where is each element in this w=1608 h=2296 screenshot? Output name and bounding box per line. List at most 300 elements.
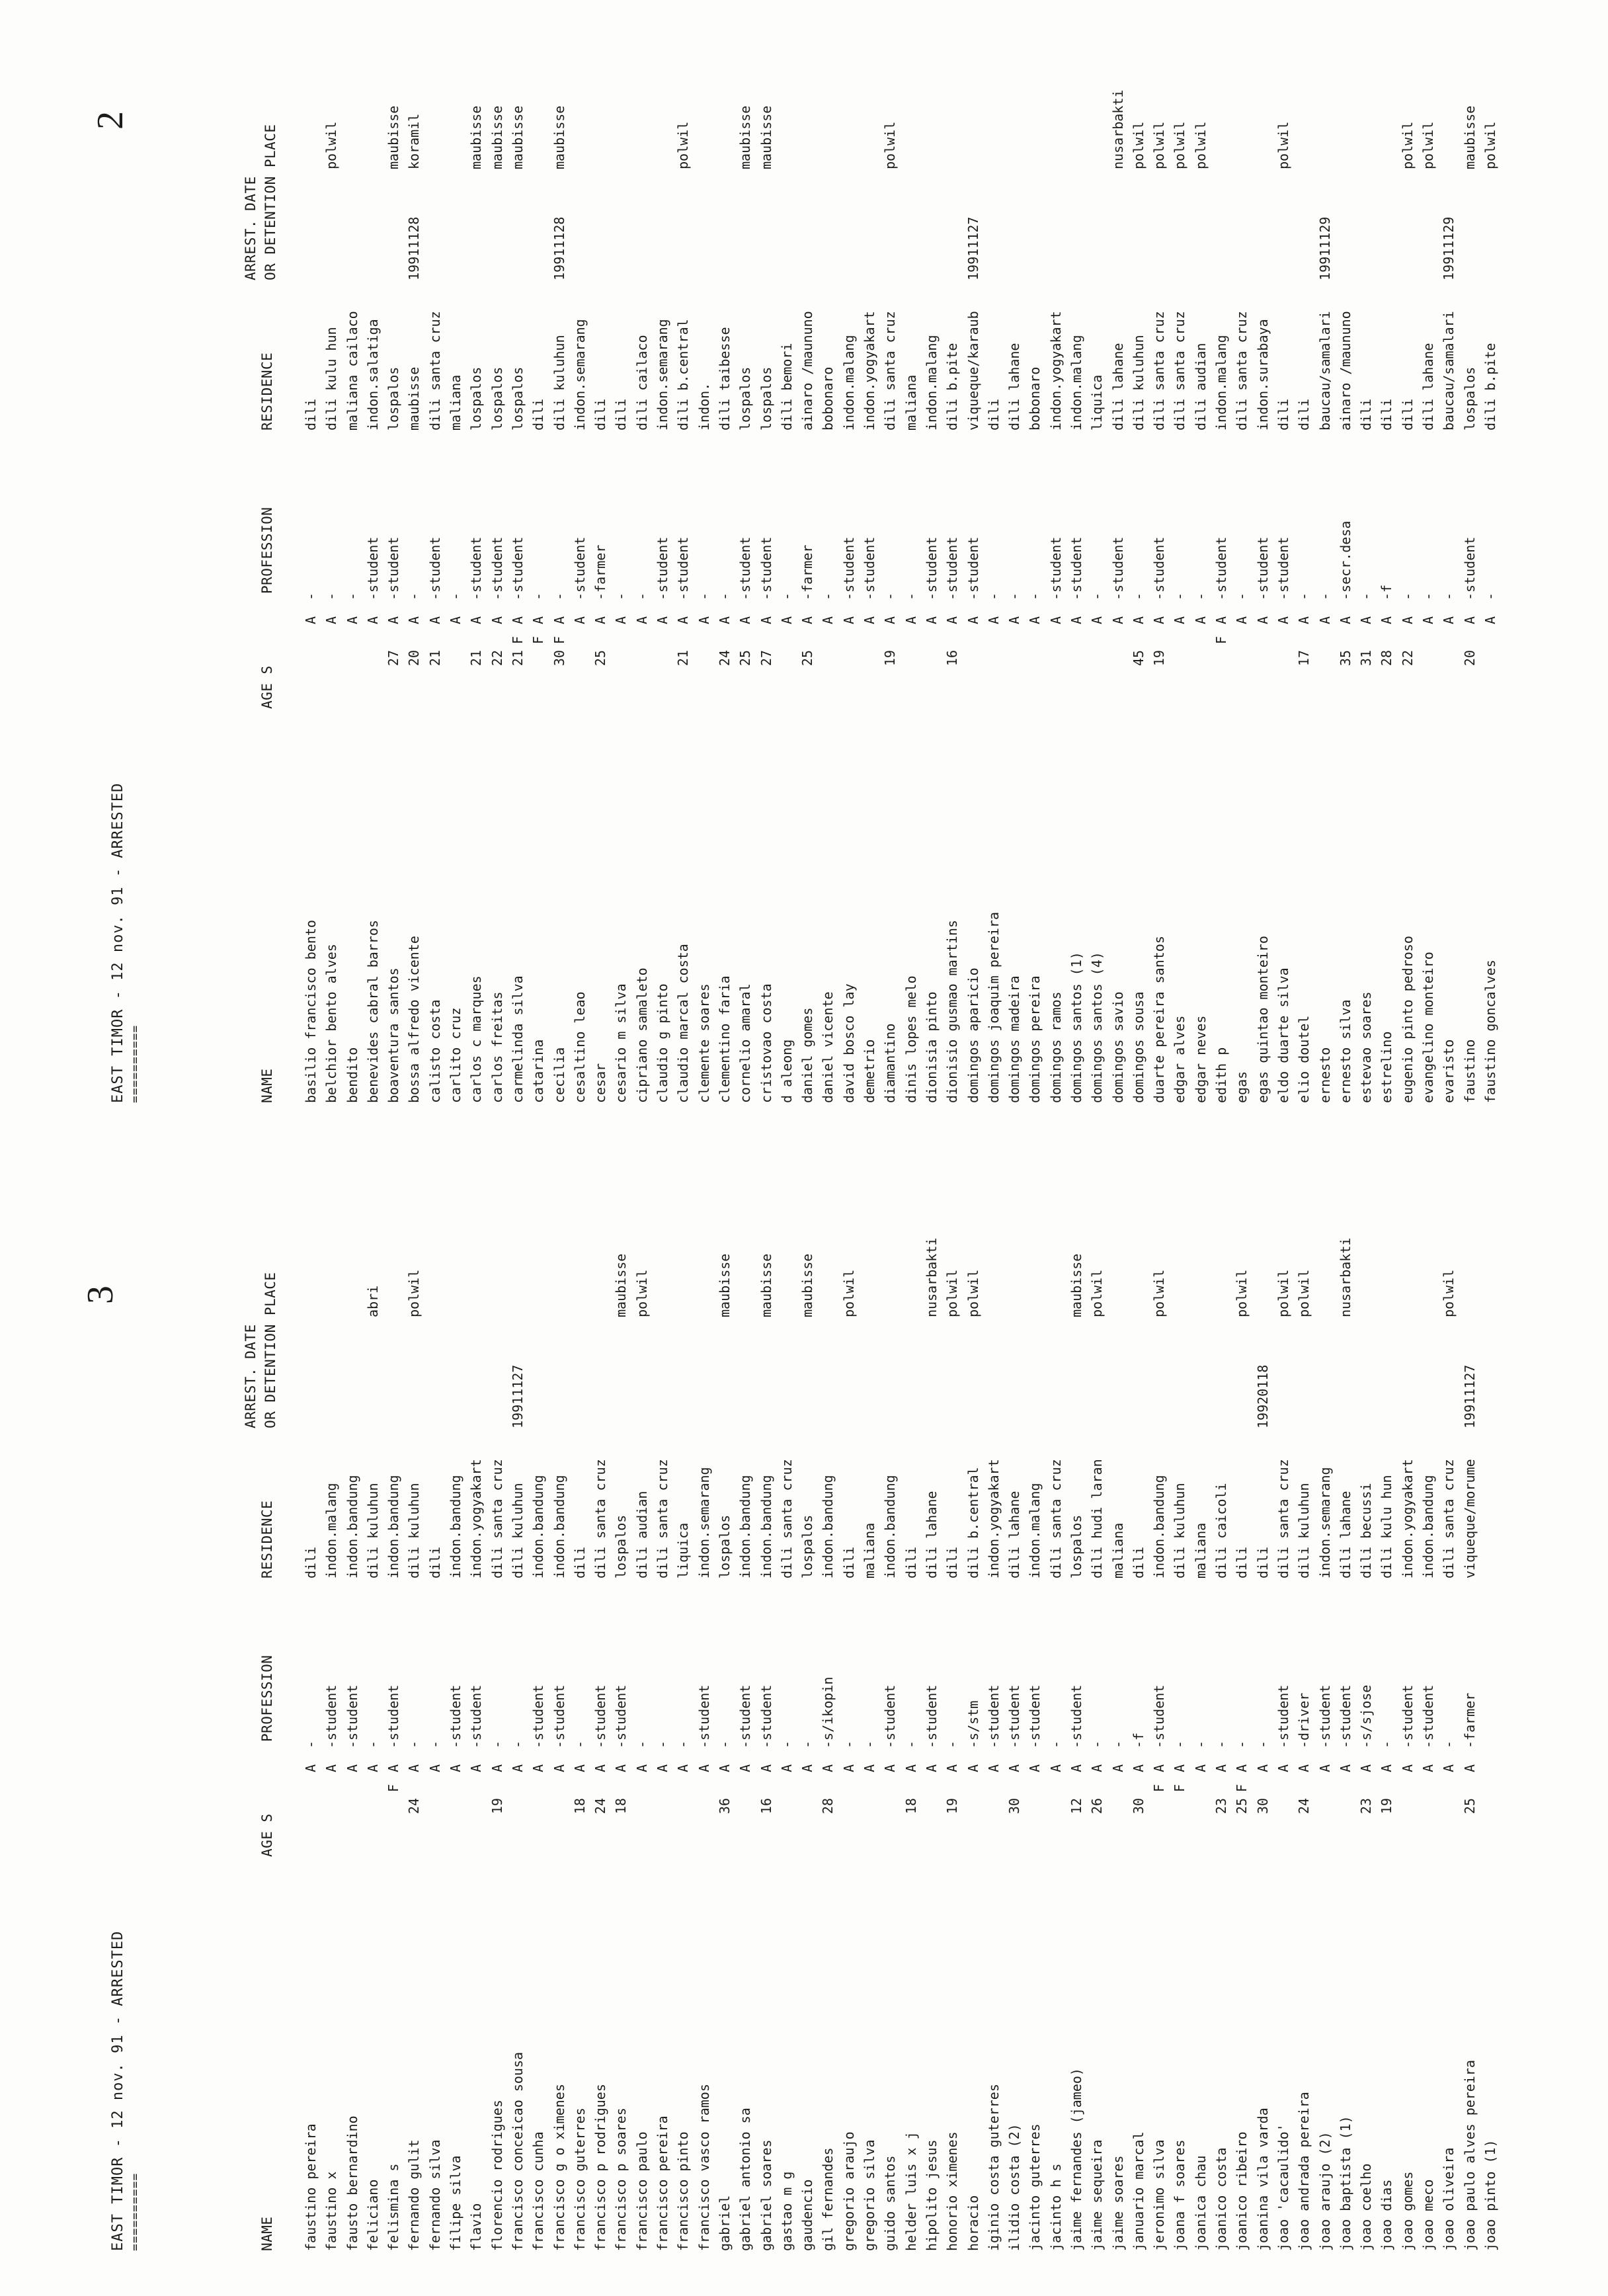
residence: dili santa cruz — [1151, 311, 1168, 430]
person-name: jacinto guterres — [1027, 2123, 1043, 2251]
profession: - — [696, 592, 712, 600]
person-name: fernando gulit — [406, 2139, 422, 2251]
person-name: domingos santos (1) — [1068, 952, 1084, 1103]
detention-place: polwil — [1151, 1269, 1168, 1317]
status-mark: A — [613, 616, 629, 624]
table-row — [427, 1153, 448, 2251]
table-row — [1110, 1153, 1131, 2251]
profession: -f — [1130, 1732, 1146, 1748]
profession: - — [655, 1740, 671, 1748]
table-row — [1420, 1153, 1441, 2251]
age: 20 — [406, 650, 422, 667]
arrest-date: 19911128 — [406, 216, 422, 280]
profession: -student — [1420, 1684, 1437, 1748]
header-arrest — [241, 1272, 280, 1428]
table-row — [634, 5, 655, 1103]
residence: dili — [944, 1546, 961, 1578]
status-mark: A — [364, 616, 381, 624]
status-mark: A — [1254, 1764, 1271, 1772]
status-mark: A — [882, 1764, 899, 1772]
table-row — [468, 5, 489, 1103]
status-mark: A — [509, 616, 526, 624]
table-row — [1317, 5, 1338, 1103]
status-mark: A — [303, 616, 319, 624]
profession: -student — [1254, 536, 1271, 600]
detention-place: polwil — [965, 1269, 981, 1317]
status-mark: A — [426, 1764, 443, 1772]
residence: indon. — [696, 382, 712, 430]
person-name: florencio rodrigues — [489, 2100, 505, 2251]
person-name: joao baptista (1) — [1337, 2115, 1353, 2251]
status-mark: A — [1379, 1764, 1395, 1772]
person-name: joao andrada pereira — [1296, 2092, 1312, 2251]
status-mark: A — [489, 1764, 505, 1772]
residence: dili — [1379, 398, 1395, 430]
profession: - — [1234, 592, 1250, 600]
residence: dili kulu hun — [323, 327, 340, 430]
status-mark: A — [468, 616, 485, 624]
profession: -s/stm — [965, 1700, 981, 1748]
profession: - — [1006, 592, 1023, 600]
status-mark: A — [1441, 616, 1457, 624]
age: 23 — [1358, 1798, 1375, 1815]
person-name: francisco p rodrigues — [592, 2084, 609, 2251]
person-name: cipriano samaleto — [633, 967, 650, 1103]
residence: indon.bandung — [344, 1475, 360, 1578]
age: 30 — [551, 650, 567, 667]
age: 19 — [1151, 650, 1168, 667]
header-age-sex: AGE S — [259, 665, 275, 709]
residence: dili — [530, 398, 547, 430]
person-name: egas — [1234, 1071, 1250, 1103]
residence: dili kuluhun — [509, 1483, 526, 1578]
table-row — [1151, 5, 1172, 1103]
status-mark: A — [323, 616, 340, 624]
residence: indon.bandung — [1420, 1475, 1437, 1578]
person-name: ilidio costa (2) — [1006, 2123, 1023, 2251]
table-row — [944, 1153, 965, 2251]
age: 45 — [1130, 650, 1146, 667]
person-name: domingos sousa — [1130, 991, 1146, 1103]
status-mark: A — [592, 1764, 609, 1772]
residence: indon.semarang — [571, 319, 588, 430]
residence: dili — [613, 398, 629, 430]
profession: - — [1399, 592, 1416, 600]
status-mark: A — [862, 616, 878, 624]
status-mark: A — [758, 616, 774, 624]
status-mark: A — [985, 616, 1002, 624]
person-name: eugenio pinto pedroso — [1399, 936, 1416, 1103]
table-row — [986, 1153, 1006, 2251]
detention-place: nusarbakti — [923, 1237, 940, 1317]
status-mark: A — [778, 616, 795, 624]
profession: -student — [323, 1684, 340, 1748]
residence: indon.bandung — [1151, 1475, 1168, 1578]
person-name: joana f soares — [1172, 2139, 1188, 2251]
profession: - — [571, 1740, 588, 1748]
profession: -student — [758, 1684, 774, 1748]
residence: maubisse — [406, 366, 422, 430]
profession: -student — [344, 1684, 360, 1748]
person-name: joanico costa — [1213, 2147, 1230, 2251]
table-row — [1172, 5, 1192, 1103]
person-name: faustino pereira — [303, 2123, 319, 2251]
residence: dili becussi — [1358, 1483, 1375, 1578]
table-row — [1234, 1153, 1254, 2251]
person-name: gregorio silva — [862, 2139, 878, 2251]
profession: - — [551, 592, 567, 600]
page-3 — [0, 1148, 1608, 2296]
status-mark: A — [1461, 1764, 1478, 1772]
status-mark: A — [903, 616, 919, 624]
person-name: bossa alfredo vicente — [406, 936, 422, 1103]
residence: indon.malang — [1027, 1483, 1043, 1578]
table-row — [924, 5, 944, 1103]
status-mark: A — [571, 616, 588, 624]
sex: F — [509, 636, 526, 644]
profession: -secr.desa — [1337, 520, 1353, 600]
status-mark: A — [1151, 1764, 1168, 1772]
profession: -student — [592, 1684, 609, 1748]
table-row — [1275, 1153, 1296, 2251]
residence: dili kuluhun — [1172, 1483, 1188, 1578]
table-row — [1193, 1153, 1213, 2251]
arrest-list — [303, 5, 1503, 1103]
status-mark: A — [1172, 1764, 1188, 1772]
profession: - — [820, 592, 836, 600]
person-name: carlos freitas — [489, 991, 505, 1103]
residence: indon.bandung — [530, 1475, 547, 1578]
person-name: clemente soares — [696, 983, 712, 1103]
table-row — [1441, 1153, 1461, 2251]
status-mark: A — [1420, 616, 1437, 624]
person-name: ernesto silva — [1337, 999, 1353, 1103]
table-row — [634, 1153, 655, 2251]
residence: viqueque/karaub — [965, 311, 981, 430]
residence: dili lahane — [1006, 343, 1023, 430]
person-name: felismina s — [385, 2163, 402, 2251]
table-row — [1400, 1153, 1420, 2251]
profession: -student — [655, 536, 671, 600]
person-name: fausto bernardino — [344, 2115, 360, 2251]
detention-place: maubisse — [613, 1253, 629, 1317]
table-row — [758, 5, 779, 1103]
age: 26 — [1089, 1798, 1106, 1815]
residence: dili — [840, 1546, 857, 1578]
status-mark: A — [1316, 616, 1333, 624]
residence: dili cailaco — [633, 335, 650, 430]
residence: ainaro /maununo — [799, 311, 816, 430]
profession: -student — [364, 536, 381, 600]
table-row — [1151, 1153, 1172, 2251]
residence: dili santa cruz — [1172, 311, 1188, 430]
residence: dili b.pite — [1482, 343, 1498, 430]
profession: -student — [1461, 536, 1478, 600]
table-row — [1358, 5, 1379, 1103]
residence: maliana — [1109, 1522, 1126, 1578]
profession: -student — [696, 1684, 712, 1748]
status-mark: A — [655, 616, 671, 624]
age: 23 — [1213, 1798, 1230, 1815]
status-mark: A — [1047, 616, 1064, 624]
page-title: EAST TIMOR - 12 nov. 91 - ARRESTED — [110, 782, 126, 1103]
residence: dili — [303, 398, 319, 430]
person-name: jaime fernandes (jameo) — [1068, 2068, 1084, 2251]
residence: dili — [1254, 1546, 1271, 1578]
residence: dili kuluhun — [1130, 335, 1146, 430]
profession: -student — [1151, 536, 1168, 600]
age: 24 — [716, 650, 733, 667]
page-number: 2 — [90, 111, 131, 130]
residence: bobonaro — [820, 366, 836, 430]
status-mark: A — [530, 1764, 547, 1772]
detention-place: polwil — [1296, 1269, 1312, 1317]
person-name: joao 'cacaulido' — [1275, 2123, 1291, 2251]
status-mark: A — [1172, 616, 1188, 624]
profession: -student — [923, 536, 940, 600]
residence: indon.malang — [923, 335, 940, 430]
person-name: benevides cabral barros — [364, 920, 381, 1103]
residence: dili lahane — [1420, 343, 1437, 430]
profession: - — [303, 592, 319, 600]
table-row — [323, 5, 344, 1103]
table-row — [1089, 1153, 1109, 2251]
age: 17 — [1296, 650, 1312, 667]
person-name: domingos santos (4) — [1089, 952, 1106, 1103]
person-name: francisco conceicao sousa — [509, 2051, 526, 2251]
person-name: januario marcal — [1130, 2131, 1146, 2251]
table-row — [592, 5, 613, 1103]
residence: dili b.pite — [944, 343, 961, 430]
person-name: honorio ximenes — [944, 2131, 961, 2251]
age: 35 — [1337, 650, 1353, 667]
arrest-date: 19911127 — [965, 216, 981, 280]
residence: dili santa cruz — [592, 1459, 609, 1578]
detention-place: maubisse — [468, 105, 485, 169]
page-number: 3 — [80, 1286, 121, 1304]
age: 22 — [489, 650, 505, 667]
profession: -student — [737, 536, 754, 600]
person-name: iginio costa guterres — [985, 2084, 1002, 2251]
status-mark: A — [1192, 1764, 1209, 1772]
age: 25 — [1234, 1798, 1250, 1815]
table-row — [489, 5, 510, 1103]
profession: -student — [882, 1684, 899, 1748]
person-name: edgar alves — [1172, 1015, 1188, 1103]
table-row — [1110, 5, 1131, 1103]
table-row — [862, 1153, 882, 2251]
table-row — [1338, 1153, 1358, 2251]
table-row — [779, 1153, 799, 2251]
status-mark: A — [675, 1764, 692, 1772]
residence: dili santa cruz — [778, 1459, 795, 1578]
detention-place: polwil — [882, 121, 899, 169]
person-name: belchior bento alves — [323, 944, 340, 1103]
status-mark: A — [737, 1764, 754, 1772]
status-mark: A — [820, 1764, 836, 1772]
person-name: gabriel antonio sa — [737, 2108, 754, 2251]
table-row — [1317, 1153, 1338, 2251]
person-name: jaime soares — [1109, 2155, 1126, 2251]
age: 12 — [1068, 1798, 1084, 1815]
residence: lospalos — [509, 366, 526, 430]
residence: dili kulu hun — [1379, 1475, 1395, 1578]
detention-place: maubisse — [716, 1253, 733, 1317]
status-mark: A — [406, 616, 422, 624]
table-row — [1006, 5, 1027, 1103]
status-mark: A — [344, 616, 360, 624]
profession: -student — [530, 1684, 547, 1748]
person-name: elio doutel — [1296, 1015, 1312, 1103]
status-mark: A — [1316, 1764, 1333, 1772]
detention-place: maubisse — [551, 105, 567, 169]
residence: dili santa cruz — [882, 311, 899, 430]
person-name: joanina vila varda — [1254, 2108, 1271, 2251]
status-mark: A — [737, 616, 754, 624]
table-row — [737, 1153, 758, 2251]
residence: dili santa cruz — [426, 311, 443, 430]
sex: F — [1213, 636, 1230, 644]
residence: dili santa cruz — [1441, 1459, 1457, 1578]
header-name: NAME — [259, 1068, 275, 1103]
table-row — [820, 5, 840, 1103]
table-row — [1482, 1153, 1503, 2251]
table-row — [758, 1153, 779, 2251]
age: 21 — [468, 650, 485, 667]
person-name: carmelinda silva — [509, 975, 526, 1103]
detention-place: polwil — [406, 1269, 422, 1317]
profession: - — [716, 1740, 733, 1748]
detention-place: polwil — [840, 1269, 857, 1317]
age: 24 — [406, 1798, 422, 1815]
profession: -student — [985, 1684, 1002, 1748]
profession: - — [426, 1740, 443, 1748]
age: 30 — [1130, 1798, 1146, 1815]
status-mark: A — [965, 616, 981, 624]
profession: -student — [840, 536, 857, 600]
profession: -driver — [1296, 1692, 1312, 1748]
status-mark: A — [799, 1764, 816, 1772]
person-name: jacinto h s — [1047, 2163, 1064, 2251]
person-name: jaime sequeira — [1089, 2139, 1106, 2251]
profession: - — [406, 592, 422, 600]
status-mark: A — [1379, 616, 1395, 624]
profession: - — [1172, 1740, 1188, 1748]
person-name: estevao soares — [1358, 991, 1375, 1103]
status-mark: A — [426, 616, 443, 624]
detention-place: polwil — [1420, 121, 1437, 169]
residence: lospalos — [385, 366, 402, 430]
residence: dili — [571, 1546, 588, 1578]
status-mark: A — [571, 1764, 588, 1772]
detention-place: nusarbakti — [1109, 89, 1126, 169]
age: 20 — [1461, 650, 1478, 667]
residence: indon.malang — [840, 335, 857, 430]
person-name: gabriel soares — [758, 2139, 774, 2251]
profession: -student — [1316, 1684, 1333, 1748]
residence: dili b.central — [675, 319, 692, 430]
table-row — [448, 5, 468, 1103]
profession: -student — [468, 1684, 485, 1748]
residence: dili — [1234, 1546, 1250, 1578]
residence: bobonaro — [1027, 366, 1043, 430]
table-row — [323, 1153, 344, 2251]
detention-place: maubisse — [1068, 1253, 1084, 1317]
status-mark: A — [1068, 616, 1084, 624]
status-mark: A — [1296, 1764, 1312, 1772]
profession: -student — [1068, 536, 1084, 600]
person-name: basilio francisco bento — [303, 920, 319, 1103]
status-mark: A — [1296, 616, 1312, 624]
person-name: francisco guterres — [571, 2108, 588, 2251]
profession: -student — [944, 536, 961, 600]
profession: - — [1089, 592, 1106, 600]
profession: - — [1420, 592, 1437, 600]
age: 19 — [489, 1798, 505, 1815]
person-name: cornelio amaral — [737, 983, 754, 1103]
person-name: domingos savio — [1109, 991, 1126, 1103]
person-name: feliciano — [364, 2179, 381, 2251]
table-row — [696, 1153, 717, 2251]
status-mark: A — [468, 1764, 485, 1772]
sex: F — [385, 1784, 402, 1792]
table-row — [613, 5, 633, 1103]
person-name: faustino x — [323, 2171, 340, 2251]
age: 19 — [944, 1798, 961, 1815]
profession: -s/ikopin — [820, 1676, 836, 1748]
status-mark: A — [303, 1764, 319, 1772]
person-name: catarina — [530, 1039, 547, 1103]
status-mark: A — [1337, 1764, 1353, 1772]
person-name: ernesto — [1316, 1047, 1333, 1103]
person-name: domingos madeira — [1006, 975, 1023, 1103]
status-mark: A — [1358, 1764, 1375, 1772]
table-row — [385, 1153, 406, 2251]
table-row — [406, 1153, 426, 2251]
residence: dili — [985, 398, 1002, 430]
person-name: gastao m g — [778, 2171, 795, 2251]
residence: lospalos — [489, 366, 505, 430]
profession: - — [613, 592, 629, 600]
status-mark: A — [406, 1764, 422, 1772]
table-row — [1048, 1153, 1068, 2251]
residence: dili caicoli — [1213, 1483, 1230, 1578]
detention-place: maubisse — [799, 1253, 816, 1317]
residence: liquica — [675, 1522, 692, 1578]
status-mark: A — [1275, 1764, 1291, 1772]
profession: -student — [737, 1684, 754, 1748]
age: 28 — [820, 1798, 836, 1815]
age: 36 — [716, 1798, 733, 1815]
status-mark: A — [1027, 616, 1043, 624]
age: 21 — [675, 650, 692, 667]
table-row — [1068, 1153, 1089, 2251]
profession: -student — [923, 1684, 940, 1748]
table-row — [799, 1153, 820, 2251]
residence: dili kuluhun — [1296, 1483, 1312, 1578]
detention-place: maubisse — [385, 105, 402, 169]
status-mark: A — [716, 1764, 733, 1772]
person-name: faustino — [1461, 1039, 1478, 1103]
residence: lospalos — [737, 366, 754, 430]
residence: lospalos — [468, 366, 485, 430]
profession: -student — [1027, 1684, 1043, 1748]
profession: -farmer — [1461, 1692, 1478, 1748]
person-name: clementino faria — [716, 975, 733, 1103]
age: 22 — [1399, 650, 1416, 667]
table-row — [965, 5, 986, 1103]
residence: dili santa cruz — [1234, 311, 1250, 430]
